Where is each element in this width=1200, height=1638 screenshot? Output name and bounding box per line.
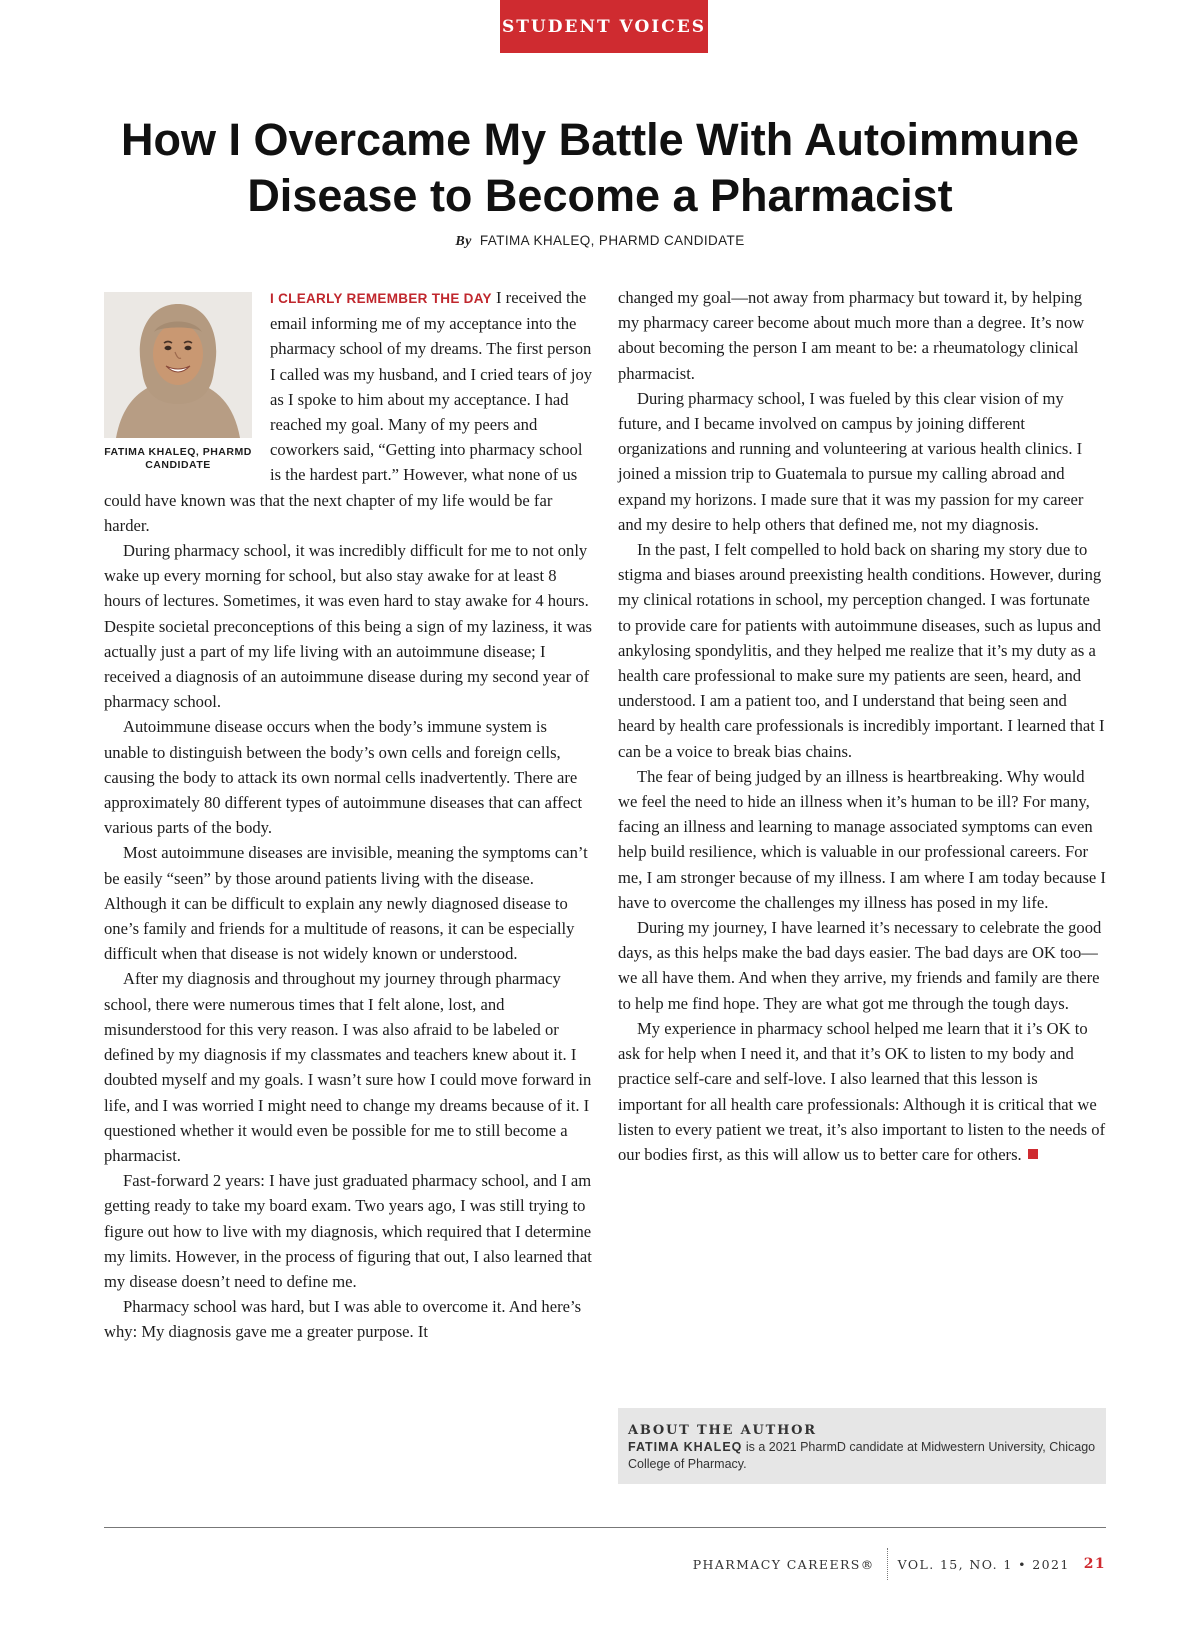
body-paragraph-text: My experience in pharmacy school helped me learn that it i’s OK to ask for help when I need it, and that it’s OK to listen to my body and practice self-care and self-love. I also learned that this lesson is important for all health care professionals: Although it is critical that we listen to every patient we treat, it’s also important to listen to the needs of our bodies first, as this will allow us to better care for others. [618,1018,1106,1164]
article-column-left [104,285,594,1345]
byline-by: By [455,234,472,249]
byline [0,233,1200,250]
photo-caption: FATIMA KHALEQ, PHARMD CANDIDATE [104,446,252,471]
byline-author: FATIMA KHALEQ, PHARMD CANDIDATE [479,233,745,248]
body-paragraph: Fast-forward 2 years: I have just graduated pharmacy school, and I am getting ready to take my board exam. Two years ago, I was still trying to figure out how to live with my diagnosis, which required that I determine my limits. However, in the process of figuring that out, I also learned that my disease doesn’t need to define me. [104,1171,592,1291]
body-paragraph: Pharmacy school was hard, but I was able to overcome it. And here’s why: My diagnosis gave me a greater purpose. It [104,1297,582,1342]
body-paragraph: During pharmacy school, I was fueled by this clear vision of my future, and I became involved on campus by joining different organizations and running and volunteering at various health clinics. I joined a mission trip to Guatemala to pursue my calling abroad and expand my horizons. I made sure that it was my passion for my career and my desire to help others that defined me, not my diagnosis. [618,388,1084,534]
body-paragraph: During my journey, I have learned it’s necessary to celebrate the good days, as this helps make the bad days easier. The bad days are OK too—we all have them. And when they arrive, my friends and family are there to help me find hope. They are what got me through the tough days. [618,918,1102,1013]
body-paragraph-text: I received the email informing me of my acceptance into the pharmacy school of my dreams. The first person I called was my husband, and I cried tears of joy as I spoke to him about my acceptance. I had reached my goal. Many of my peers and coworkers said, “Getting into pharmacy school is the hardest part.” However, what none of us could have known was that the next chapter of my life would be far harder. [104,288,593,535]
body-paragraph: Autoimmune disease occurs when the body’s immune system is unable to distinguish between the body’s own cells and foreign cells, causing the body to attack its own normal cells inadvertently. There are approximately 80 different types of autoimmune diseases that can affect various parts of the body. [104,717,583,838]
article-title: How I Overcame My Battle With Autoimmune Disease to Become a Pharmacist [120,114,1080,221]
about-name: FATIMA KHALEQ [628,1440,743,1454]
publication-name: PHARMACY CAREERS® [692,1556,875,1572]
body-paragraph: During pharmacy school, it was incredibly difficult for me to not only wake up every morning for school, but also stay awake for at least 8 hours of lectures. Sometimes, it was even hard to stay awake for 4 hours. Despite societal preconceptions of this being a sign of my laziness, it was actually just a part of my life living with an autoimmune disease; I received a diagnosis of an autoimmune disease during my second year of pharmacy school. [104,541,593,712]
section-tag: STUDENT VOICES [500,0,708,53]
body-paragraph: After my diagnosis and throughout my journey through pharmacy school, there were numerous times that I felt alone, lost, and misunderstood for this very reason. I was also afraid to be labeled or defined by my diagnosis if my classmates and teachers knew about it. I doubted myself and my goals. I wasn’t sure how I could move forward in life, and I was worried I might need to change my dreams because of it. I questioned whether it would even be possible for me to still become a pharmacist. [104,969,592,1165]
about-author-box [618,1408,1106,1484]
lead-in: I CLEARLY REMEMBER THE DAY [270,291,492,306]
footer-rule [104,1527,1106,1528]
about-heading: ABOUT THE AUTHOR [628,1423,817,1438]
end-mark-icon [1028,1149,1038,1159]
about-description: is a 2021 PharmD candidate at Midwestern University, Chicago College of Pharmacy. [628,1440,1096,1471]
body-paragraph: changed my goal—not away from pharmacy but toward it, by helping my pharmacy career become about much more than a degree. It’s now about becoming the person I am meant to be: a rheumatology clinical pharmacist. [618,288,1085,383]
photo-spacer [104,285,270,477]
body-paragraph: Most autoimmune diseases are invisible, meaning the symptoms can’t be easily “seen” by those around patients living with the disease. Although it can be difficult to explain any newly diagnosed disease to one’s family and friends for a multitude of reasons, it can be especially difficult when that disease is not widely known or understood. [104,843,588,964]
footer-divider [887,1548,888,1580]
page-number: 21 [1083,1556,1106,1572]
about-text [628,1439,1096,1473]
body-paragraph [618,1016,1106,1167]
body-paragraph: In the past, I felt compelled to hold back on sharing my story due to stigma and biases around preexisting health conditions. However, during my clinical rotations in school, my perception changed. I was fortunate to provide care for patients with autoimmune diseases, such as lupus and ankylosing spondylitis, and they helped me realize that it’s my duty as a health care professional to make sure my patients are seen, heard, and understood. I am a patient too, and I understand that being seen and heard by health care professionals is incredibly important. I learned that I can be a voice to break bias chains. [618,540,1105,761]
article-column-right [618,285,1106,1167]
page-footer [693,1548,1106,1580]
issue-info: VOL. 15, NO. 1 • 2021 [897,1556,1070,1572]
body-paragraph: The fear of being judged by an illness is heartbreaking. Why would we feel the need to hide an illness when it’s human to be ill? For many, facing an illness and learning to manage associated symptoms can even help build resilience, which is valuable in our professional careers. For me, I am stronger because of my illness. I am where I am today because I have to overcome the challenges my illness has posed in my life. [618,766,1106,912]
